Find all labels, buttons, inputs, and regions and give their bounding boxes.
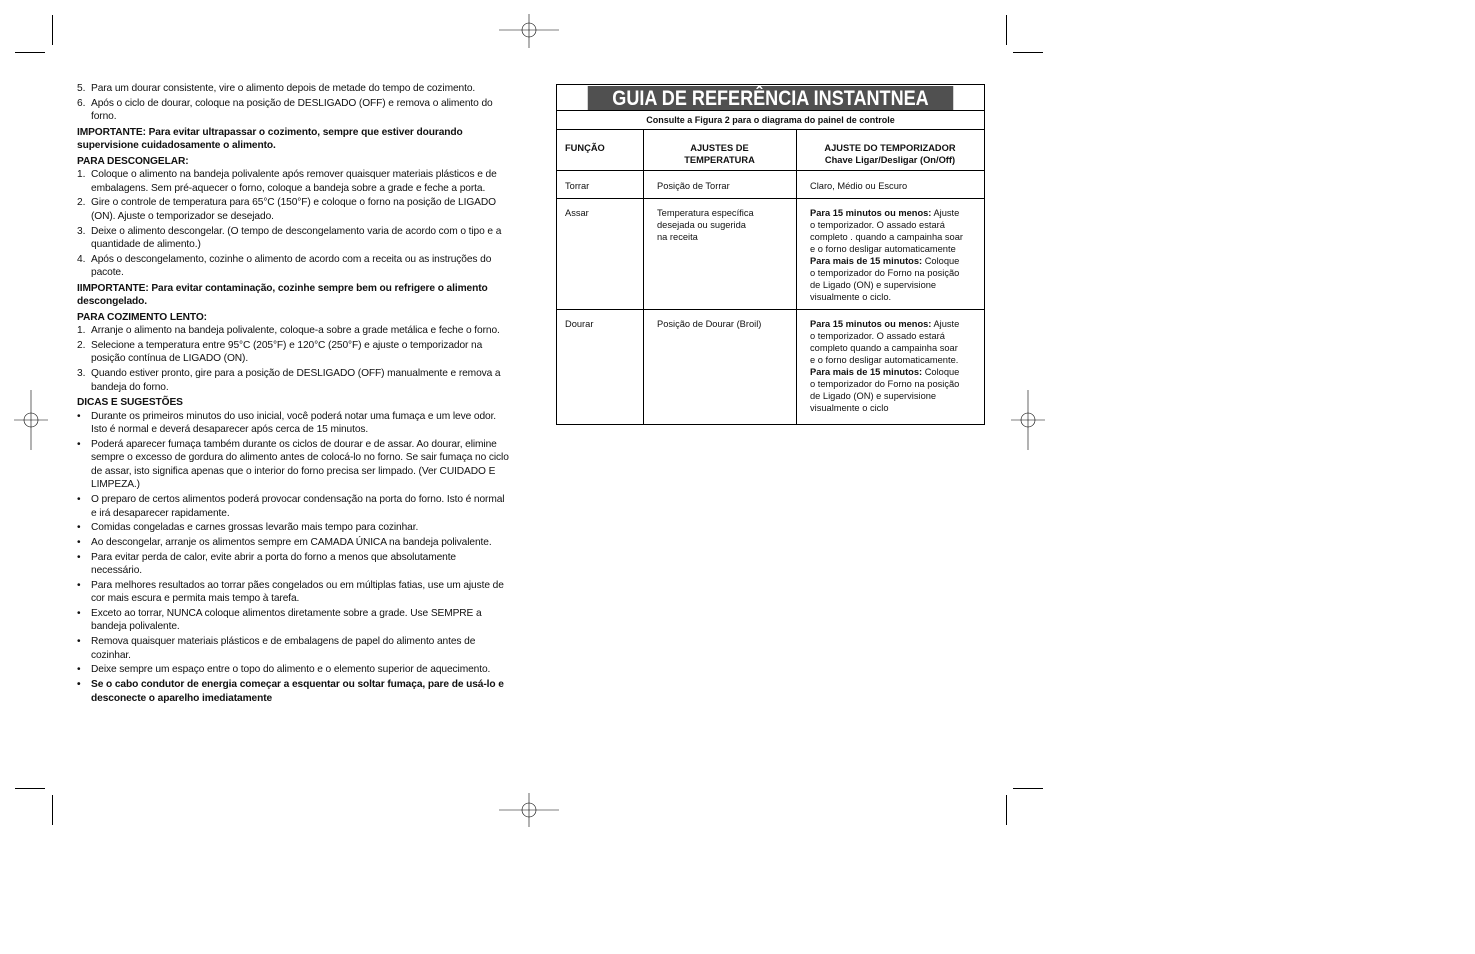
divider xyxy=(557,129,984,130)
crop-mark xyxy=(15,788,45,789)
crop-mark xyxy=(1006,15,1007,45)
list-item: 2. Gire o controle de temperatura para 65°C (150°F) e coloque o forno na posição de LIGADO (ON). Ajuste o temporizador se desejado. xyxy=(77,197,496,222)
list-item: • Para evitar perda de calor, evite abrir a porta do forno a menos que absolutamente necessário. xyxy=(77,551,457,577)
divider xyxy=(557,170,984,171)
important-note: IMPORTANTE: Para evitar ultrapassar o cozimento, sempre que estiver dourando supervisione cuidadosamente o alimento. xyxy=(77,126,463,152)
defrost-steps-list xyxy=(77,168,509,280)
quick-reference-table xyxy=(556,84,985,425)
registration-mark-bottom xyxy=(499,793,559,827)
row-timer: Claro, Médio ou Escuro xyxy=(810,181,908,191)
defrost-heading: PARA DESCONGELAR: xyxy=(77,155,189,167)
list-item: 3. Quando estiver pronto, gire para a posição de DESLIGADO (OFF) manualmente e remova a bandeja do forno. xyxy=(77,368,501,393)
crop-mark xyxy=(1013,52,1043,53)
list-item: 3. Deixe o alimento descongelar. (O tempo de descongelamento varia de acordo com o tipo e a quantidade de alimento.) xyxy=(77,225,502,251)
important-note: IIMPORTANTE: Para evitar contaminação, cozinhe sempre bem ou refrigere o alimento descongelado. xyxy=(77,282,488,308)
divider xyxy=(557,309,984,310)
list-item: • Se o cabo condutor de energia começar a esquentar ou soltar fumaça, pare de usá-lo e desconecte o aparelho imediatamente xyxy=(77,679,504,704)
list-item: • Poderá aparecer fumaça também durante os ciclos de dourar e de assar. Ao dourar, elimine sempre o excesso de gordura do alimento antes de colocá-lo no forno. Se sair fumaça no ciclo de assar, isto significa apenas que o interior do forno precisa ser limpado. (Ver CUIDADO E LIMPEZA.) xyxy=(77,438,509,491)
row-temperature: Posição de Torrar xyxy=(657,181,730,191)
crop-mark xyxy=(52,795,53,825)
registration-mark-left xyxy=(14,390,48,450)
crop-mark xyxy=(52,15,53,45)
list-item: • Deixe sempre um espaço entre o topo do alimento e o elemento superior de aquecimento. xyxy=(77,664,491,676)
slow-cook-heading: PARA COZIMENTO LENTO: xyxy=(77,311,207,323)
list-item: 5. Para um dourar consistente, vire o alimento depois de metade do tempo de cozimento. xyxy=(77,83,476,94)
slow-cook-steps-list xyxy=(77,324,509,394)
crop-mark xyxy=(15,52,45,53)
crop-mark xyxy=(1006,795,1007,825)
divider xyxy=(643,129,644,424)
list-item: • Para melhores resultados ao torrar pães congelados ou em múltiplas fatias, use um ajuste de cor mais escura e permita mais tempo à tarefa. xyxy=(77,579,504,605)
row-function: Assar xyxy=(565,208,589,218)
row-temperature: Posição de Dourar (Broil) xyxy=(657,319,762,329)
crop-mark xyxy=(1013,788,1043,789)
registration-mark-right xyxy=(1011,390,1045,450)
tips-heading: DICAS E SUGESTÕES xyxy=(77,397,183,409)
steps-top-list xyxy=(77,82,509,124)
list-item: • O preparo de certos alimentos poderá provocar condensação na porta do forno. Isto é normal e irá desaparecer rapidamente. xyxy=(77,494,505,519)
table-subtitle: Consulte a Figura 2 para o diagrama do painel de controle xyxy=(646,115,895,125)
header-timer: AJUSTE DO TEMPORIZADOR Chave Ligar/Desligar (On/Off) xyxy=(824,143,956,165)
registration-mark-top xyxy=(499,14,559,48)
list-item: 2. Selecione a temperatura entre 95°C (205°F) e 120°C (250°F) e ajuste o temporizador na posição contínua de LIGADO (ON). xyxy=(77,339,483,365)
list-item: 6. Após o ciclo de dourar, coloque na posição de DESLIGADO (OFF) e remova o alimento do forno. xyxy=(77,97,493,123)
divider xyxy=(796,129,797,424)
list-item: • Ao descongelar, arranje os alimentos sempre em CAMADA ÚNICA na bandeja polivalente. xyxy=(77,536,492,548)
list-item: • Comidas congeladas e carnes grossas levarão mais tempo para cozinhar. xyxy=(77,522,419,534)
row-function: Dourar xyxy=(565,319,594,329)
table-title: GUIA DE REFERÊNCIA INSTANTNEA xyxy=(588,86,954,110)
row-temperature: Temperatura específica desejada ou sugerida na receita xyxy=(657,208,754,242)
list-item: • Durante os primeiros minutos do uso inicial, você poderá notar uma fumaça e um leve odor. Isto é normal e deverá desaparecer após cerca de 15 minutos. xyxy=(77,410,497,436)
list-item: • Exceto ao torrar, NUNCA coloque alimentos diretamente sobre a grade. Use SEMPRE a bandeja polivalente. xyxy=(77,607,482,633)
list-item: 1. Arranje o alimento na bandeja polivalente, coloque-a sobre a grade metálica e feche o forno. xyxy=(77,325,500,337)
row-timer: Para 15 minutos ou menos: Ajuste o temporizador. O assado estará completo quando a campainha soar e o forno desligar automaticamente. Para mais de 15 minutos: Coloque o temporizador do Forno na posição de Ligado (ON) e supervisione visualmente o ciclo xyxy=(810,319,960,413)
header-function: FUNÇÃO xyxy=(565,143,605,153)
list-item: • Remova quaisquer materiais plásticos e de embalagens de papel do alimento antes de cozinhar. xyxy=(77,636,476,661)
divider xyxy=(557,110,984,111)
row-timer: Para 15 minutos ou menos: Ajuste o temporizador. O assado estará completo . quando a campainha soar e o forno desligar automaticamente Para mais de 15 minutos: Coloque o temporizador do Forno na posição de Ligado (ON) e supervisione visualmente o ciclo. xyxy=(810,208,963,302)
tips-list xyxy=(77,410,509,705)
instructions-column xyxy=(77,82,509,706)
row-function: Torrar xyxy=(565,181,590,191)
divider xyxy=(557,198,984,199)
list-item: 4. Após o descongelamento, cozinhe o alimento de acordo com a receita ou as instruções do pacote. xyxy=(77,253,492,279)
header-temperature: AJUSTES DE TEMPERATURA xyxy=(684,143,755,165)
list-item: 1. Coloque o alimento na bandeja polivalente após remover quaisquer materiais plásticos e de embalagens. Sem pré-aquecer o forno, coloque a bandeja sobre a grade e feche a porta. xyxy=(77,169,497,194)
